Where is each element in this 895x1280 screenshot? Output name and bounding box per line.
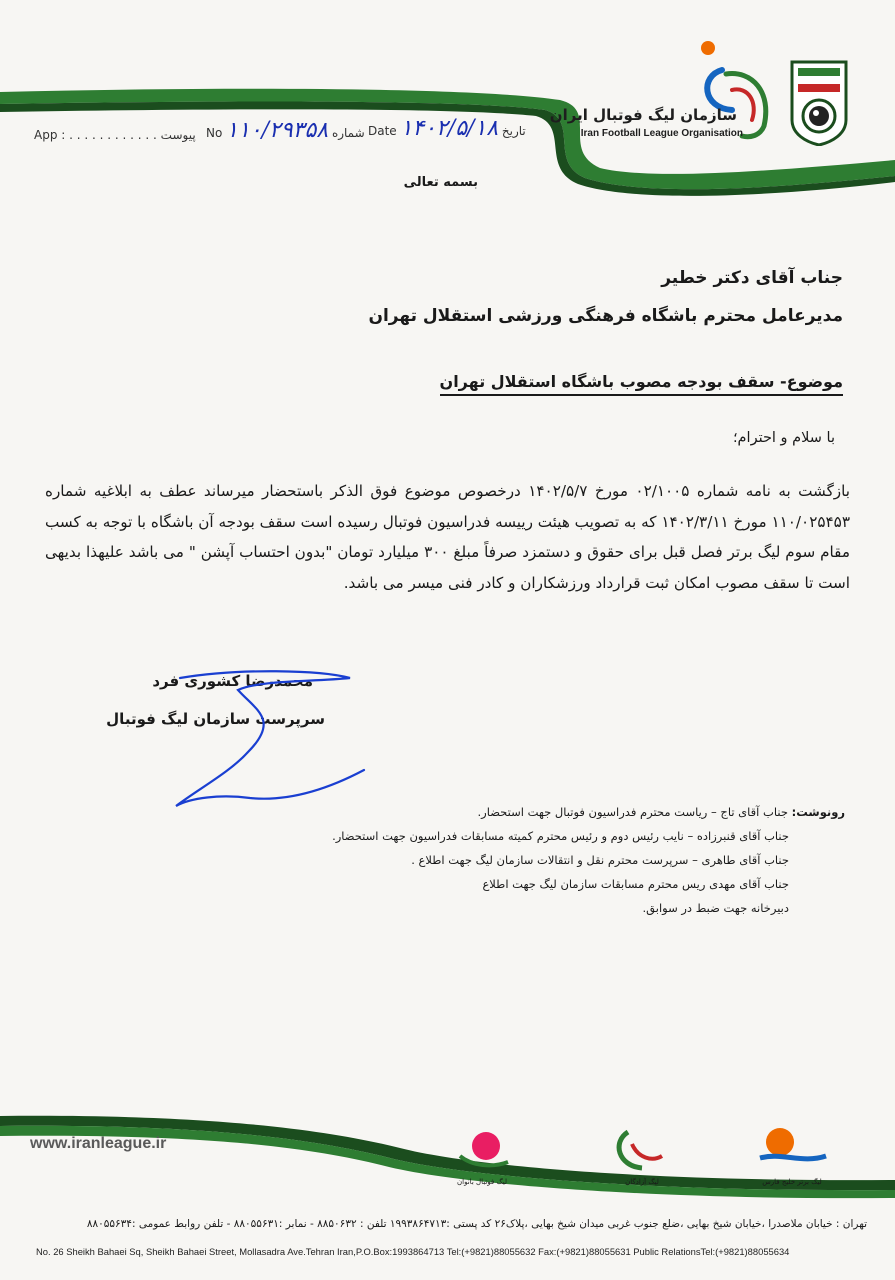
recipient-name: جناب آقای دکتر خطیر — [661, 268, 843, 288]
letter-date-value: ۱۴۰۲/۵/۱۸ — [400, 116, 499, 141]
letter-subject: موضوع- سقف بودجه مصوب باشگاه استقلال تهران — [440, 372, 843, 396]
premier-league-logo-icon — [752, 1122, 832, 1174]
website-url: www.iranleague.ir — [30, 1135, 167, 1152]
women-league-logo-icon — [452, 1122, 512, 1174]
handwritten-signature — [160, 660, 380, 820]
cc-line-1: جناب آقای تاج – ریاست محترم فدراسیون فوتبال جهت استحضار. — [477, 805, 788, 819]
azadegan-league-logo-icon — [612, 1122, 672, 1174]
cc-heading: رونوشت: — [791, 805, 845, 819]
cc-line-2: جناب آقای قنبرزاده – نایب رئیس دوم و رئیس محترم کمیته مسابقات فدراسیون جهت استحضار. — [332, 829, 789, 843]
letter-body: بازگشت به نامه شماره ۰۲/۱۰۰۵ مورخ ۱۴۰۲/۵/۷ درخصوص موضوع فوق الذکر باستحضار میرساند عطف به ابلاغیه شماره ۱۱۰/۰۲۵۴۵۳ مورخ ۱۴۰۲/۳/۱۱ که به تصویب هیئت رییسه فدراسیون فوتبال رسیده است سقف بودجه آن باشگاه با توجه به کسب مقام سوم لیگ برتر فصل قبل برای حقوق و دستمزد صرفاً مبلغ ۳۰۰ میلیارد تومان "بدون احتساب آپشن " می باشد علیهذا بدیهی است تا سقف مصوب امکان ثبت قرارداد ورزشکاران و کادر فنی میسر می باشد. — [45, 482, 850, 592]
footer-address-en: No. 26 Sheikh Bahaei Sq, Sheikh Bahaei Street, Mollasadra Ave.Tehran Iran,P.O.Box:1993864713 Tel:(+9821)88055632 Fax:(+9821)88055631 Public RelationsTel:(+9821)88055634 — [36, 1246, 790, 1257]
letter-number-field: No ۱۱۰/۲۹۳۵۸ شماره — [206, 118, 365, 143]
women-league-logo: لیگ فوتبال بانوان — [452, 1122, 512, 1186]
league-logo-icon — [692, 40, 784, 140]
footer-address-fa: تهران : خیابان ملاصدرا ،خیابان شیخ بهایی ،ضلع جنوب غربی میدان شیخ بهایی ،پلاک۲۶ کد پستی :۱۹۹۳۸۶۴۷۱۳ تلفن : ۸۸۵۰۶۳۲ - نمابر :۸۸۰۵۵۶۳۱ - تلفن روابط عمومی :۸۸۰۵۵۶۳۴ — [86, 1218, 867, 1230]
cc-line-5: دبیرخانه جهت ضبط در سوابق. — [642, 901, 789, 915]
signer-name: محمدرضا کشوری فرد — [152, 672, 313, 690]
azadegan-league-logo: لیگ آزادگان — [612, 1122, 672, 1186]
letter-number-value: ۱۱۰/۲۹۳۵۸ — [226, 118, 329, 143]
letter-date-field: Date ۱۴۰۲/۵/۱۸ تاریخ — [368, 116, 526, 141]
signer-title: سرپرست سازمان لیگ فوتبال — [106, 710, 325, 728]
org-name-fa: سازمان لیگ فوتبال ایران — [549, 106, 737, 124]
federation-emblem-icon — [788, 60, 850, 146]
bismillah-heading: بسمه تعالی — [403, 175, 478, 190]
cc-line-4: جناب آقای مهدی ریس محترم مسابقات سازمان لیگ جهت اطلاع — [482, 877, 789, 891]
greeting: با سلام و احترام؛ — [732, 430, 835, 446]
attachment-field: App : . . . . . . . . . . . . پیوست — [34, 128, 196, 142]
cc-line-3: جناب آقای طاهری – سرپرست محترم نقل و انتقالات سازمان لیگ جهت اطلاع . — [411, 853, 789, 867]
cc-block — [332, 800, 845, 920]
premier-league-logo: لیگ برتر خلیج فارس — [752, 1122, 832, 1186]
recipient-title: مدیرعامل محترم باشگاه فرهنگی ورزشی استقلال تهران — [368, 306, 843, 326]
org-name-en: Iran Football League Organisation — [580, 128, 743, 139]
